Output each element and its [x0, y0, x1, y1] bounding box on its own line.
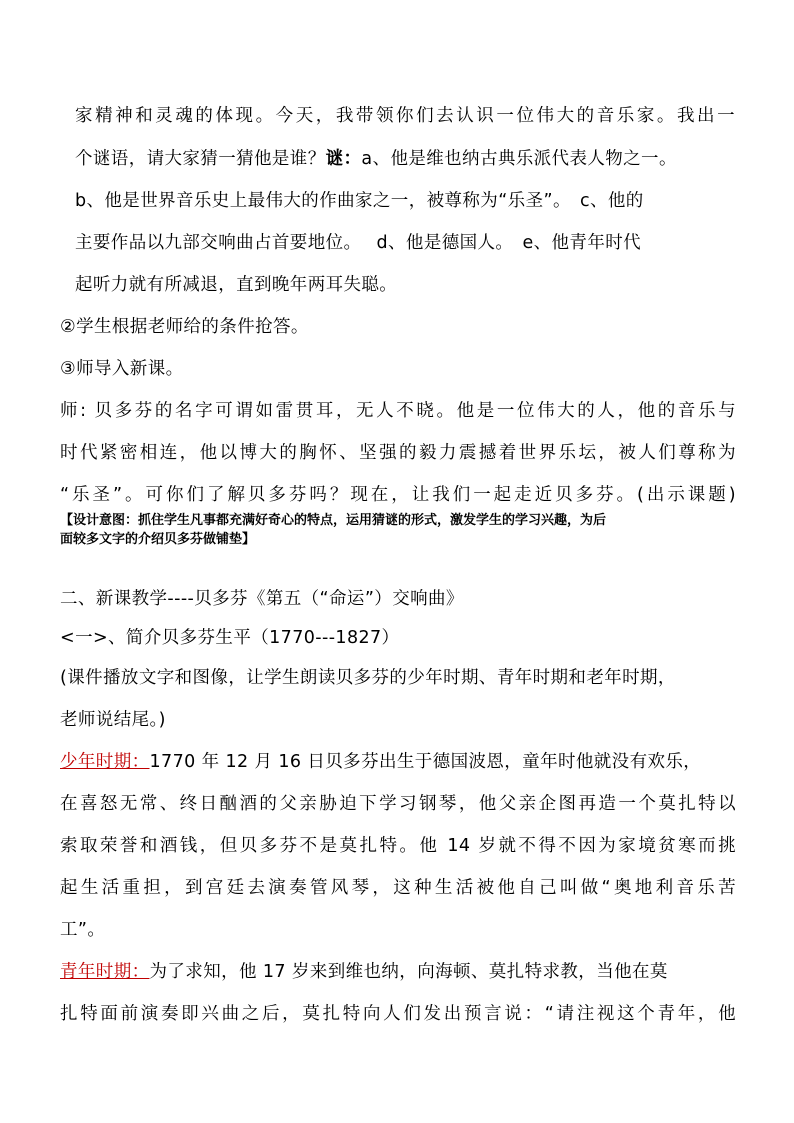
youth-period-label: 少年时期： [60, 752, 150, 772]
teacher-line-2: 时代紧密相连，他以博大的胸怀、坚强的毅力震撼着世界乐坛，被人们尊称为 [60, 443, 736, 463]
youth-line-4: 起生活重担，到宫廷去演奏管风琴，这种生活被他自己叫做“奥地利音乐苦 [60, 878, 736, 898]
subsection-heading: <一>、简介贝多芬生平（1770---1827） [60, 628, 400, 648]
courseware-note-line-2: 老师说结尾。) [60, 710, 166, 730]
youth-line-1 [60, 750, 736, 774]
intro-line-2-text: 个谜语，请大家猜一猜他是谁？ [75, 149, 326, 169]
youth-line-5: 工”。 [60, 920, 106, 940]
young-adult-line-2: 扎特面前演奏即兴曲之后，莫扎特向人们发出预言说：“请注视这个青年，他 [60, 1004, 736, 1024]
young-adult-line-1-text: 为了求知，他 17 岁来到维也纳，向海顿、莫扎特求教，当他在莫 [149, 962, 668, 982]
youth-line-3: 索取荣誉和酒钱，但贝多芬不是莫扎特。他 14 岁就不得不因为家境贫寒而挑 [60, 836, 736, 856]
step-3: ③师导入新课。 [60, 359, 184, 379]
intro-line-4: 主要作品以九部交响曲占首要地位。 d、他是德国人。 e、他青年时代 [75, 233, 642, 253]
section-heading: 二、新课教学----贝多芬《第五（“命运”）交响曲》 [60, 589, 464, 609]
teacher-line-1: 师: 贝多芬的名字可谓如雷贯耳，无人不晓。他是一位伟大的人，他的音乐与 [60, 401, 736, 421]
intro-line-5: 起听力就有所减退，直到晚年两耳失聪。 [75, 275, 398, 295]
courseware-note-line-1: (课件播放文字和图像，让学生朗读贝多芬的少年时期、青年时期和老年时期， [60, 668, 676, 688]
intro-line-3: b、他是世界音乐史上最伟大的作曲家之一，被尊称为“乐圣”。 c、他的 [75, 191, 644, 211]
design-intent-line-1: 【设计意图：抓住学生凡事都充满好奇心的特点，运用猜谜的形式，激发学生的学习兴趣，为后 [60, 513, 607, 528]
youth-line-1-text: 1770 年 12 月 16 日贝多芬出生于德国波恩，童年时他就没有欢乐， [149, 752, 702, 772]
intro-line-2 [75, 147, 735, 171]
youth-line-2: 在喜怒无常、终日酗酒的父亲胁迫下学习钢琴，他父亲企图再造一个莫扎特以 [60, 794, 736, 814]
design-intent-line-2: 面较多文字的介绍贝多芬做铺垫】 [60, 532, 256, 547]
step-2: ②学生根据老师给的条件抢答。 [60, 317, 309, 337]
young-adult-period-label: 青年时期： [60, 962, 150, 982]
riddle-clue-a: a、他是维也纳古典乐派代表人物之一。 [361, 149, 677, 169]
riddle-label: 谜： [325, 149, 362, 169]
young-adult-line-1 [60, 960, 736, 984]
teacher-line-3: “乐圣”。可你们了解贝多芬吗？现在，让我们一起走近贝多芬。(出示课题) [60, 485, 736, 505]
intro-line-1: 家精神和灵魂的体现。今天，我带领你们去认识一位伟大的音乐家。我出一 [75, 106, 735, 126]
